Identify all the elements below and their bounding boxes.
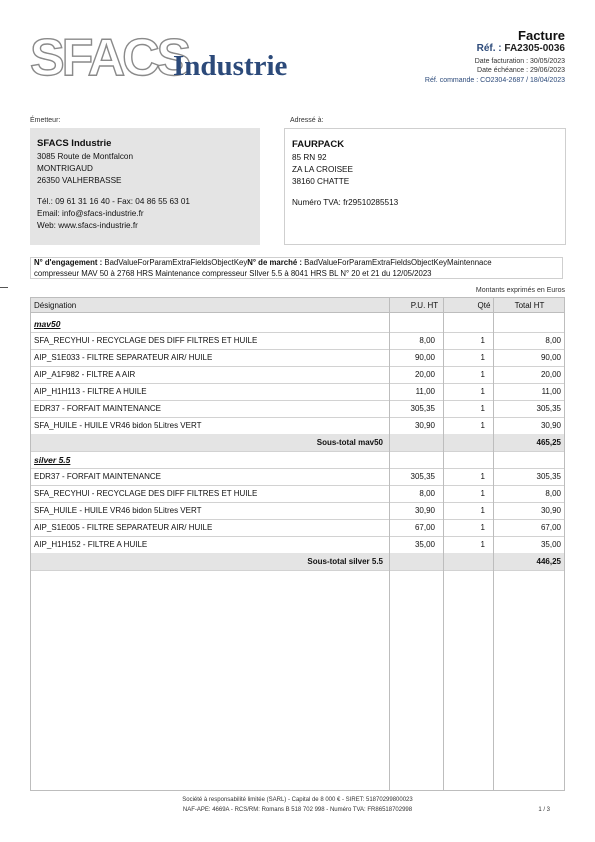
line-total: 305,35 xyxy=(536,472,561,481)
table-row xyxy=(31,519,564,537)
sender-label: Émetteur: xyxy=(30,117,61,124)
subtotal-label: Sous-total silver 5.5 xyxy=(307,557,383,566)
fold-mark xyxy=(0,287,8,288)
line-designation: SFA_HUILE - HUILE VR46 bidon 5Litres VERT xyxy=(34,421,202,430)
table-row xyxy=(31,502,564,520)
line-designation: EDR37 - FORFAIT MAINTENANCE xyxy=(34,472,161,481)
recipient-label: Adressé à: xyxy=(290,117,324,124)
line-unit-price: 11,00 xyxy=(415,387,435,396)
logo-subtitle: Industrie xyxy=(173,50,288,82)
line-designation: AIP_H1H113 - FILTRE A HUILE xyxy=(34,387,147,396)
sender-address-line: 26350 VALHERBASSE xyxy=(37,176,122,185)
subtotal-value: 446,25 xyxy=(536,557,561,566)
line-total: 30,90 xyxy=(540,421,561,430)
group-title-row xyxy=(31,315,564,333)
line-total: 8,00 xyxy=(545,489,561,498)
document-title: Facture xyxy=(518,28,565,43)
due-date: Date échéance : 29/06/2023 xyxy=(477,67,565,74)
invoice-reference xyxy=(477,43,565,54)
sender-website: Web: www.sfacs-industrie.fr xyxy=(37,221,138,230)
line-unit-price: 8,00 xyxy=(419,489,435,498)
recipient-address-line: 85 RN 92 xyxy=(292,153,327,162)
line-quantity: 1 xyxy=(480,540,485,549)
subtotal-value: 465,25 xyxy=(536,438,561,447)
recipient-address-line: ZA LA CROISEE xyxy=(292,165,353,174)
line-quantity: 1 xyxy=(480,472,485,481)
group-title: mav50 xyxy=(34,319,61,329)
line-quantity: 1 xyxy=(480,523,485,532)
line-designation: AIP_A1F982 - FILTRE A AIR xyxy=(34,370,136,379)
sender-phone: Tél.: 09 61 31 16 40 - Fax: 04 86 55 63 01 xyxy=(37,197,190,206)
recipient-box xyxy=(284,128,566,245)
legal-footer-line: NAF-APE: 4669A - RCS/RM: Romans B 518 702 998 - Numéro TVA: FR86518702998 xyxy=(182,807,413,813)
line-unit-price: 305,35 xyxy=(410,404,435,413)
subtotal-row xyxy=(31,434,564,452)
engagement-info xyxy=(30,257,563,279)
line-quantity: 1 xyxy=(480,506,485,515)
table-row xyxy=(31,349,564,367)
invoice-reference-value: FA2305-0036 xyxy=(504,43,565,54)
engagement-value: BadValueForParamExtraFieldsObjectKey xyxy=(104,258,248,267)
legal-footer-line: Société à responsabilité limitée (SARL) - Capital de 8 000 € - SIRET: 51870299800023 xyxy=(182,797,413,803)
line-designation: SFA_RECYHUI - RECYCLAGE DES DIFF FILTRES ET HUILE xyxy=(34,336,258,345)
table-row xyxy=(31,400,564,418)
table-row xyxy=(31,536,564,554)
line-quantity: 1 xyxy=(480,353,485,362)
line-unit-price: 305,35 xyxy=(410,472,435,481)
logo-brand: SFACS xyxy=(30,29,189,87)
line-total: 67,00 xyxy=(540,523,561,532)
line-total: 20,00 xyxy=(540,370,561,379)
recipient-vat-number: Numéro TVA: fr29510285513 xyxy=(292,198,399,207)
page-number: 1 / 3 xyxy=(538,807,550,813)
subtotal-label: Sous-total mav50 xyxy=(316,438,383,447)
sender-box xyxy=(30,128,260,245)
line-quantity: 1 xyxy=(480,336,485,345)
table-row xyxy=(31,366,564,384)
sender-address-line: 3085 Route de Montfalcon xyxy=(37,152,134,161)
company-logo xyxy=(30,29,290,87)
line-quantity: 1 xyxy=(480,404,485,413)
header-total: Total HT xyxy=(514,301,545,310)
table-row xyxy=(31,383,564,401)
header-designation: Désignation xyxy=(34,301,77,310)
market-label: N° de marché : xyxy=(247,258,305,267)
line-designation: SFA_RECYHUI - RECYCLAGE DES DIFF FILTRES ET HUILE xyxy=(34,489,258,498)
currency-note: Montants exprimés en Euros xyxy=(475,287,565,294)
line-unit-price: 20,00 xyxy=(414,370,435,379)
sender-email: Email: info@sfacs-industrie.fr xyxy=(37,209,144,218)
recipient-address-line: 38160 CHATTE xyxy=(292,177,350,186)
line-unit-price: 8,00 xyxy=(419,336,435,345)
engagement-detail: compresseur MAV 50 à 2768 HRS Maintenance compresseur SIlver 5.5 à 8041 HRS BL N° 20 et 21 du 12/05/2023 xyxy=(34,268,432,278)
order-reference: Réf. commande : CO2304-2687 / 18/04/2023 xyxy=(424,77,565,84)
line-total: 11,00 xyxy=(541,387,561,396)
line-quantity: 1 xyxy=(480,370,485,379)
group-title: silver 5.5 xyxy=(34,455,71,465)
table-row xyxy=(31,417,564,435)
header-quantity: Qté xyxy=(477,301,491,310)
column-divider xyxy=(493,298,494,790)
table-row xyxy=(31,485,564,503)
table-row xyxy=(31,332,564,350)
line-total: 90,00 xyxy=(540,353,561,362)
engagement-label: N° d'engagement : xyxy=(34,258,105,267)
invoice-reference-label: Réf. : xyxy=(476,43,505,54)
invoice-date: Date facturation : 30/05/2023 xyxy=(474,58,565,65)
line-total: 8,00 xyxy=(545,336,561,345)
line-unit-price: 35,00 xyxy=(414,540,435,549)
line-designation: AIP_S1E033 - FILTRE SEPARATEUR AIR/ HUILE xyxy=(34,353,213,362)
subtotal-row xyxy=(31,553,564,571)
line-unit-price: 30,90 xyxy=(414,506,435,515)
recipient-name: FAURPACK xyxy=(292,139,345,150)
table-row xyxy=(31,468,564,486)
line-unit-price: 67,00 xyxy=(414,523,435,532)
column-divider xyxy=(389,298,390,790)
line-quantity: 1 xyxy=(480,387,485,396)
market-value: BadValueForParamExtraFieldsObjectKeyMaintennace xyxy=(304,258,492,267)
table-header xyxy=(31,298,564,313)
line-designation: AIP_S1E005 - FILTRE SEPARATEUR AIR/ HUILE xyxy=(34,523,213,532)
group-title-row xyxy=(31,451,564,469)
line-quantity: 1 xyxy=(480,421,485,430)
invoice-lines-table xyxy=(30,297,565,791)
line-quantity: 1 xyxy=(480,489,485,498)
line-total: 30,90 xyxy=(540,506,561,515)
header-unit-price: P.U. HT xyxy=(410,301,439,310)
column-divider xyxy=(443,298,444,790)
line-unit-price: 30,90 xyxy=(414,421,435,430)
line-unit-price: 90,00 xyxy=(414,353,435,362)
line-designation: EDR37 - FORFAIT MAINTENANCE xyxy=(34,404,161,413)
line-total: 35,00 xyxy=(540,540,561,549)
line-designation: SFA_HUILE - HUILE VR46 bidon 5Litres VERT xyxy=(34,506,202,515)
line-designation: AIP_H1H152 - FILTRE A HUILE xyxy=(34,540,148,549)
line-total: 305,35 xyxy=(536,404,561,413)
sender-name: SFACS Industrie xyxy=(37,138,112,149)
sender-address-line: MONTRIGAUD xyxy=(37,164,93,173)
